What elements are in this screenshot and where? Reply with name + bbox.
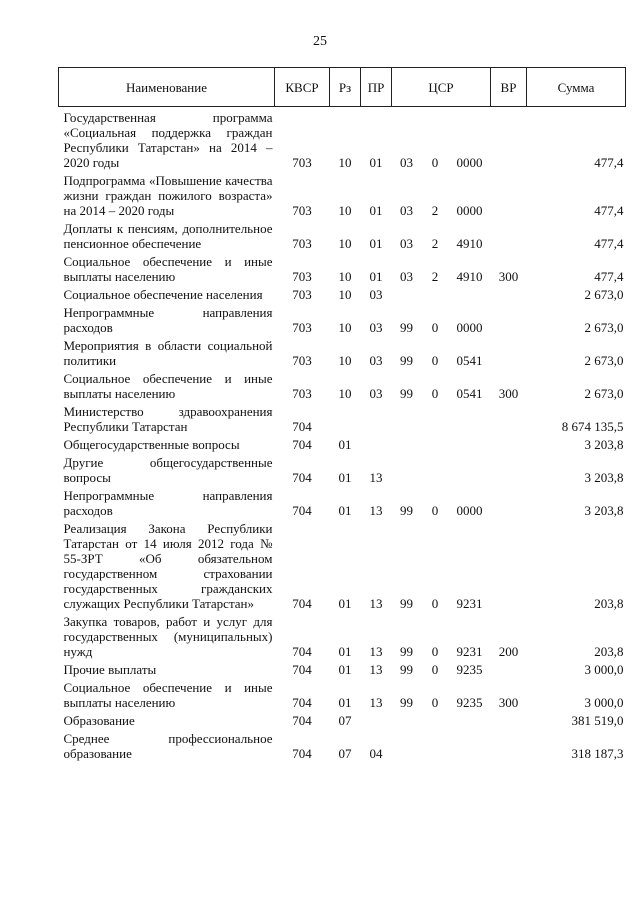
row-kvsr: 704 xyxy=(292,419,312,434)
row-csr-program: 99 xyxy=(400,695,413,710)
row-csr-program: 99 xyxy=(400,662,413,677)
row-pr: 03 xyxy=(369,287,383,302)
row-pr: 13 xyxy=(369,644,383,659)
row-name: Мероприятия в области социальной политики xyxy=(63,338,273,368)
row-pr: 13 xyxy=(369,695,383,710)
row-csr-program: 03 xyxy=(400,155,413,170)
row-name: Министерство здравоохранения Республики Татарстан xyxy=(63,404,273,434)
table-body xyxy=(59,107,626,762)
row-csr-subprogram: 0 xyxy=(431,662,439,677)
row-name: Среднее профессиональное образование xyxy=(63,731,273,761)
row-rz: 10 xyxy=(338,353,352,368)
header-pr: ПР xyxy=(361,68,392,107)
row-sum: 3 203,8 xyxy=(584,437,624,452)
table-row xyxy=(59,170,626,218)
row-sum: 477,4 xyxy=(594,203,624,218)
row-vr: 300 xyxy=(498,386,519,401)
row-pr: 01 xyxy=(369,203,383,218)
row-name: Доплаты к пенсиям, дополнительное пенсионное обеспечение xyxy=(63,221,273,251)
row-pr: 03 xyxy=(369,386,383,401)
row-sum: 3 203,8 xyxy=(584,503,624,518)
row-pr: 03 xyxy=(369,320,383,335)
row-rz: 01 xyxy=(338,470,352,485)
table-row xyxy=(59,218,626,251)
row-name: Прочие выплаты xyxy=(63,662,157,677)
row-sum: 2 673,0 xyxy=(584,320,624,335)
row-csr-code: 4910 xyxy=(456,269,483,284)
row-rz: 01 xyxy=(338,662,352,677)
row-csr-subprogram: 0 xyxy=(431,596,439,611)
row-rz: 10 xyxy=(338,236,352,251)
table-row xyxy=(59,302,626,335)
table-row xyxy=(59,368,626,401)
row-vr xyxy=(491,302,527,335)
row-name: Подпрограмма «Повышение качества жизни граждан пожилого возраста» на 2014 – 2020 годы xyxy=(63,173,273,218)
row-kvsr: 703 xyxy=(292,269,312,284)
row-vr xyxy=(491,452,527,485)
row-csr-code: 9231 xyxy=(456,596,483,611)
row-name: Закупка товаров, работ и услуг для государственных (муниципальных) нужд xyxy=(63,614,273,659)
row-csr-program xyxy=(392,434,422,452)
row-rz: 10 xyxy=(338,287,352,302)
row-csr-subprogram: 0 xyxy=(431,386,439,401)
row-csr-subprogram xyxy=(422,284,449,302)
header-rz: Рз xyxy=(330,68,361,107)
row-kvsr: 703 xyxy=(292,287,312,302)
table-row xyxy=(59,452,626,485)
row-csr-subprogram: 2 xyxy=(431,203,439,218)
row-csr-code: 0541 xyxy=(456,353,483,368)
row-sum: 477,4 xyxy=(594,155,624,170)
page-number: 25 xyxy=(313,34,327,49)
row-pr xyxy=(361,401,392,434)
table-row xyxy=(59,518,626,611)
row-kvsr: 703 xyxy=(292,155,312,170)
row-name: Социальное обеспечение населения xyxy=(63,287,263,302)
row-vr xyxy=(491,107,527,171)
row-vr: 300 xyxy=(498,269,519,284)
row-kvsr: 704 xyxy=(292,695,312,710)
row-name: Общегосударственные вопросы xyxy=(63,437,240,452)
table-row xyxy=(59,284,626,302)
row-rz: 01 xyxy=(338,695,352,710)
row-csr-subprogram: 0 xyxy=(431,155,439,170)
row-csr-program: 99 xyxy=(400,596,413,611)
row-vr xyxy=(491,485,527,518)
row-pr: 13 xyxy=(369,662,383,677)
row-kvsr: 703 xyxy=(292,386,312,401)
row-vr xyxy=(491,659,527,677)
header-sum: Сумма xyxy=(527,68,626,107)
row-csr-program xyxy=(392,284,422,302)
row-sum: 477,4 xyxy=(594,269,624,284)
row-vr xyxy=(491,218,527,251)
row-csr-subprogram xyxy=(422,710,449,728)
row-rz: 01 xyxy=(338,596,352,611)
row-pr: 13 xyxy=(369,596,383,611)
row-kvsr: 704 xyxy=(292,746,312,761)
row-csr-code xyxy=(449,728,491,761)
row-csr-program: 03 xyxy=(400,203,413,218)
row-csr-subprogram xyxy=(422,728,449,761)
row-csr-code: 0000 xyxy=(456,320,483,335)
row-rz: 10 xyxy=(338,203,352,218)
row-csr-program: 03 xyxy=(400,236,413,251)
row-rz: 07 xyxy=(338,713,352,728)
row-pr xyxy=(361,710,392,728)
table-row xyxy=(59,710,626,728)
row-kvsr: 704 xyxy=(292,596,312,611)
row-csr-subprogram: 0 xyxy=(431,695,439,710)
row-name: Непрограммные направления расходов xyxy=(63,488,273,518)
row-rz: 10 xyxy=(338,155,352,170)
row-csr-code: 9235 xyxy=(456,695,483,710)
row-csr-program xyxy=(392,401,422,434)
budget-table xyxy=(58,67,626,761)
row-name: Социальное обеспечение и иные выплаты населению xyxy=(63,680,273,710)
row-sum: 2 673,0 xyxy=(584,353,624,368)
row-name: Образование xyxy=(63,713,135,728)
row-rz xyxy=(330,401,361,434)
row-vr xyxy=(491,728,527,761)
row-sum: 203,8 xyxy=(594,644,624,659)
table-row xyxy=(59,251,626,284)
row-csr-program: 99 xyxy=(400,386,413,401)
row-csr-code xyxy=(449,710,491,728)
row-kvsr: 703 xyxy=(292,320,312,335)
row-vr xyxy=(491,401,527,434)
row-csr-program: 99 xyxy=(400,353,413,368)
row-vr xyxy=(491,434,527,452)
row-pr: 03 xyxy=(369,353,383,368)
row-rz: 10 xyxy=(338,386,352,401)
row-pr: 13 xyxy=(369,503,383,518)
table-row xyxy=(59,485,626,518)
row-rz: 10 xyxy=(338,269,352,284)
row-vr: 200 xyxy=(498,644,519,659)
row-sum: 3 000,0 xyxy=(584,695,624,710)
row-sum: 203,8 xyxy=(594,596,624,611)
row-csr-subprogram xyxy=(422,401,449,434)
row-vr xyxy=(491,170,527,218)
row-sum: 477,4 xyxy=(594,236,624,251)
row-pr xyxy=(361,434,392,452)
row-name: Социальное обеспечение и иные выплаты населению xyxy=(63,371,273,401)
row-rz: 07 xyxy=(338,746,352,761)
row-csr-code xyxy=(449,401,491,434)
row-csr-code xyxy=(449,434,491,452)
table-row xyxy=(59,434,626,452)
row-name: Реализация Закона Республики Татарстан от 14 июля 2012 года № 55-ЗРТ «Об обязательном государственном страховании государственных гражданских служащих Республики Татарстан» xyxy=(63,521,273,611)
row-csr-program: 03 xyxy=(400,269,413,284)
row-vr xyxy=(491,284,527,302)
row-csr-code: 0000 xyxy=(456,503,483,518)
row-sum: 3 000,0 xyxy=(584,662,624,677)
row-csr-subprogram xyxy=(422,434,449,452)
row-kvsr: 704 xyxy=(292,713,312,728)
table-row xyxy=(59,107,626,171)
row-kvsr: 704 xyxy=(292,662,312,677)
table-row xyxy=(59,728,626,761)
row-rz: 01 xyxy=(338,644,352,659)
row-kvsr: 704 xyxy=(292,503,312,518)
row-rz: 01 xyxy=(338,437,352,452)
row-kvsr: 704 xyxy=(292,644,312,659)
row-csr-program xyxy=(392,710,422,728)
row-pr: 01 xyxy=(369,269,383,284)
header-vr: ВР xyxy=(491,68,527,107)
table-row xyxy=(59,335,626,368)
row-pr: 04 xyxy=(369,746,383,761)
row-rz: 01 xyxy=(338,503,352,518)
row-name: Другие общегосударственные вопросы xyxy=(63,455,273,485)
row-vr xyxy=(491,710,527,728)
row-csr-code: 0541 xyxy=(456,386,483,401)
row-name: Социальное обеспечение и иные выплаты населению xyxy=(63,254,273,284)
row-csr-code: 9231 xyxy=(456,644,483,659)
row-csr-code: 0000 xyxy=(456,203,483,218)
row-sum: 3 203,8 xyxy=(584,470,624,485)
row-csr-subprogram: 2 xyxy=(431,236,439,251)
table-row xyxy=(59,677,626,710)
row-vr: 300 xyxy=(498,695,519,710)
table-header xyxy=(59,68,626,107)
row-csr-code xyxy=(449,452,491,485)
row-name: Непрограммные направления расходов xyxy=(63,305,273,335)
table-row xyxy=(59,611,626,659)
row-kvsr: 703 xyxy=(292,203,312,218)
row-name: Государственная программа «Социальная поддержка граждан Республики Татарстан» на 2014 – 2020 годы xyxy=(63,110,273,170)
row-csr-program xyxy=(392,452,422,485)
row-kvsr: 704 xyxy=(292,437,312,452)
row-csr-code xyxy=(449,284,491,302)
row-csr-subprogram: 2 xyxy=(431,269,439,284)
row-sum: 2 673,0 xyxy=(584,386,624,401)
row-csr-subprogram: 0 xyxy=(431,503,439,518)
row-rz: 10 xyxy=(338,320,352,335)
row-pr: 01 xyxy=(369,155,383,170)
row-sum: 381 519,0 xyxy=(571,713,624,728)
row-csr-code: 4910 xyxy=(456,236,483,251)
row-csr-program xyxy=(392,728,422,761)
row-csr-code: 0000 xyxy=(456,155,483,170)
header-csr: ЦСР xyxy=(392,68,491,107)
row-csr-program: 99 xyxy=(400,503,413,518)
header-kvsr: КВСР xyxy=(275,68,330,107)
row-csr-subprogram: 0 xyxy=(431,644,439,659)
header-name: Наименование xyxy=(59,68,275,107)
row-sum: 2 673,0 xyxy=(584,287,624,302)
row-kvsr: 703 xyxy=(292,353,312,368)
row-csr-subprogram: 0 xyxy=(431,320,439,335)
row-sum: 8 674 135,5 xyxy=(561,419,624,434)
row-kvsr: 703 xyxy=(292,236,312,251)
row-csr-program: 99 xyxy=(400,320,413,335)
row-pr: 01 xyxy=(369,236,383,251)
row-csr-code: 9235 xyxy=(456,662,483,677)
row-csr-subprogram xyxy=(422,452,449,485)
row-sum: 318 187,3 xyxy=(571,746,624,761)
row-csr-program: 99 xyxy=(400,644,413,659)
row-csr-subprogram: 0 xyxy=(431,353,439,368)
table-row xyxy=(59,659,626,677)
row-vr xyxy=(491,518,527,611)
row-vr xyxy=(491,335,527,368)
row-kvsr: 704 xyxy=(292,470,312,485)
row-pr: 13 xyxy=(369,470,383,485)
table-row xyxy=(59,401,626,434)
